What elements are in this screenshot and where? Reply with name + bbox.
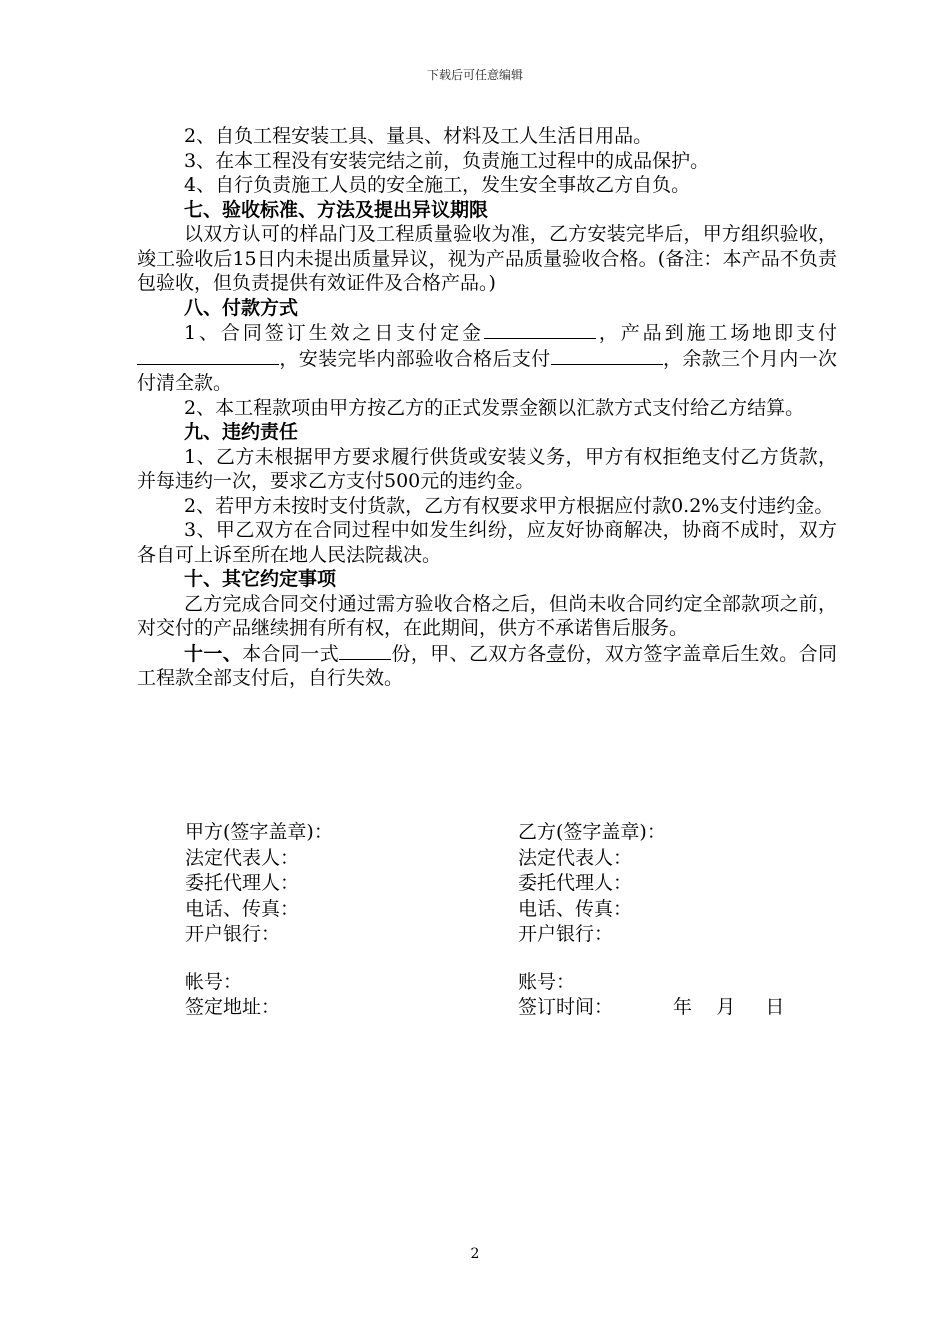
signing-year: 年 bbox=[673, 996, 693, 1018]
section-10-body: 乙方完成合同交付通过需方验收合格之后，但尚未收合同约定全部款项之前，对交付的产品继续拥有所有权，在此期间，供方不承诺售后服务。 bbox=[137, 592, 837, 639]
contract-body bbox=[137, 124, 837, 691]
payment-deposit-label: 1、合同签订生效之日支付定金 bbox=[184, 322, 484, 344]
party-a-representative: 法定代表人： bbox=[185, 846, 300, 869]
page-header: 下载后可任意编辑 bbox=[426, 68, 523, 82]
party-b-label: 乙方(签字盖章)： bbox=[518, 821, 666, 843]
page-number: 2 bbox=[470, 1246, 480, 1262]
section-9-para-3: 3、甲乙双方在合同过程中如发生纠纷，应友好协商解决，协商不成时，双方各自可上诉至所在地人民法院裁决。 bbox=[137, 519, 837, 566]
clause-item-3: 3、在本工程没有安装完结之前，负责施工过程中的成品保护。 bbox=[184, 149, 710, 172]
party-b-bank: 开户银行： bbox=[518, 923, 614, 945]
signing-time bbox=[518, 995, 845, 1021]
arrival-payment-blank[interactable] bbox=[137, 346, 279, 365]
signing-time-label: 签订时间： bbox=[518, 996, 614, 1018]
signing-month: 月 bbox=[716, 996, 736, 1018]
party-a-account: 帐号： bbox=[185, 970, 243, 993]
party-a-bank: 开户银行： bbox=[185, 923, 281, 945]
section-11-rest: 份，双方签字盖章后生效。合同工程款全部支付后，自行失效。 bbox=[137, 642, 837, 689]
party-b-representative: 法定代表人： bbox=[518, 846, 633, 869]
deposit-blank[interactable] bbox=[484, 320, 596, 339]
party-a-phone: 电话、传真： bbox=[185, 897, 300, 920]
clause-item-2: 2、自负工程安装工具、量具、材料及工人生活日用品。 bbox=[184, 125, 653, 147]
copies-blank[interactable] bbox=[339, 641, 391, 660]
copies-each-label: 份，甲、乙双方各 bbox=[391, 642, 547, 665]
install-payment-blank[interactable] bbox=[551, 346, 663, 365]
signing-day: 日 bbox=[765, 996, 785, 1018]
party-b-phone: 电话、传真： bbox=[518, 897, 633, 920]
party-a-agent: 委托代理人： bbox=[185, 872, 300, 894]
section-8-heading: 八、付款方式 bbox=[184, 296, 299, 319]
section-9-para-1: 1、乙方未根据甲方要求履行供货或安装义务，甲方有权拒绝支付乙方货款，并每违约一次，要求乙方支付500元的违约金。 bbox=[137, 445, 837, 492]
party-a-label: 甲方(签字盖章)： bbox=[185, 821, 333, 843]
signature-block bbox=[185, 820, 845, 1021]
signing-place: 签定地址： bbox=[185, 996, 281, 1018]
party-b-agent: 委托代理人： bbox=[518, 872, 633, 894]
party-b-account: 账号： bbox=[518, 970, 576, 993]
section-11-number: 十一、 bbox=[184, 642, 243, 665]
section-8-para-1 bbox=[137, 320, 837, 396]
payment-balance-label: ，余款三个月内一次付清全款。 bbox=[137, 347, 837, 394]
clause-item-4: 4、自行负责施工人员的安全施工，发生安全事故乙方自负。 bbox=[184, 174, 691, 196]
section-9-para-2: 2、若甲方未按时支付货款，乙方有权要求甲方根据应付款0.2%支付违约金。 bbox=[184, 494, 834, 517]
section-10-heading: 十、其它约定事项 bbox=[184, 568, 337, 590]
section-9-heading: 九、违约责任 bbox=[184, 421, 299, 443]
section-8-para-2: 2、本工程款项由甲方按乙方的正式发票金额以汇款方式支付给乙方结算。 bbox=[184, 396, 805, 419]
section-7-body: 以双方认可的样品门及工程质量验收为准，乙方安装完毕后，甲方组织验收，竣工验收后15日内未提出质量异议，视为产品质量验收合格。(备注：本产品不负责包验收，但负责提供有效证件及合格产品。) bbox=[137, 223, 837, 294]
payment-install-label: ，安装完毕内部验收合格后支付 bbox=[279, 347, 551, 370]
section-7-heading: 七、验收标准、方法及提出异议期限 bbox=[184, 198, 489, 221]
copies-label: 本合同一式 bbox=[242, 642, 340, 665]
payment-arrival-label: ，产品到施工场地即支付 bbox=[595, 322, 837, 344]
copies-each-count: 壹 bbox=[546, 642, 566, 665]
section-11-para bbox=[137, 641, 837, 691]
